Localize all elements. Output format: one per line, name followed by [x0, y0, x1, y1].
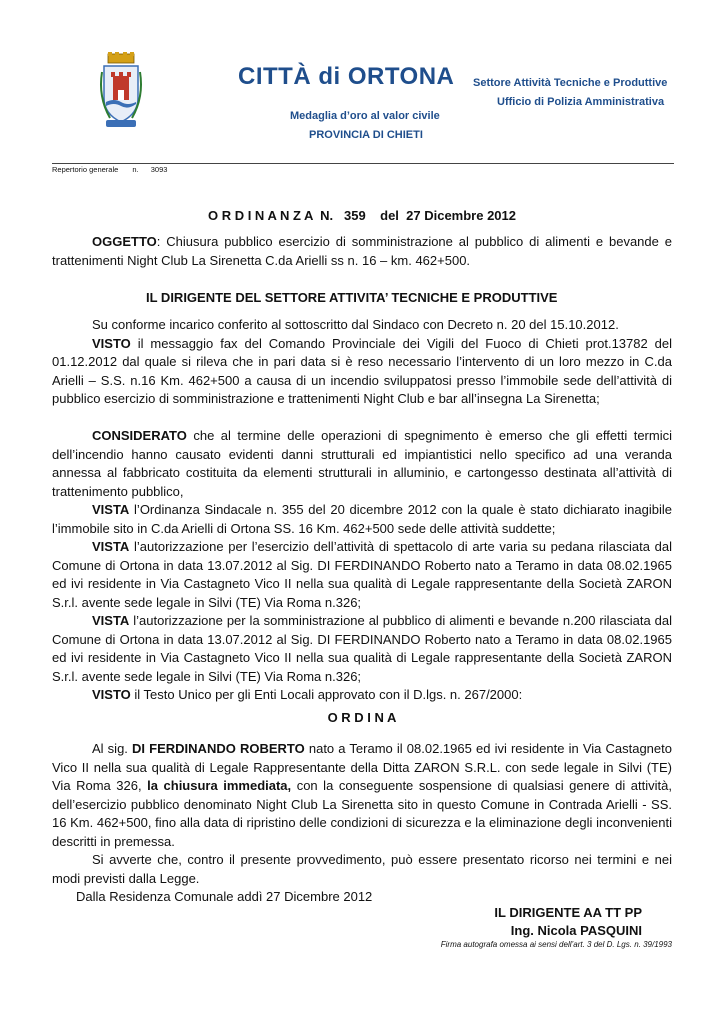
- vista-text: l’Ordinanza Sindacale n. 355 del 20 dicembre 2012 con la quale è stato dichiarato inagibile l’immobile sito in C.da Arielli di Ortona SS. 16 Km. 462+500 sede delle attività suddette;: [52, 502, 672, 536]
- vista-somministrazione-paragraph: [52, 612, 672, 686]
- dispositivo-paragraph: [52, 740, 672, 851]
- dispositivo-text-2: con la conseguente sospensione di qualsiasi genere di attività, dell’esercizio pubblico denominato Night Club La Sirenetta sito in questo Comune in Contrada Arielli - SS. 16 Km. 462+500, fino alla data di ripristino delle condizioni di sicurezza e la eliminazione degli inconvenienti descritti in premessa.: [52, 778, 672, 849]
- signature-block: [441, 905, 672, 949]
- dalla-residenza: Dalla Residenza Comunale addì 27 Dicembre 2012: [76, 889, 373, 904]
- visto-fax-paragraph: [52, 335, 672, 409]
- ufficio-label: Ufficio di Polizia Amministrativa: [497, 96, 665, 108]
- spacer: [52, 409, 672, 428]
- considerato-label: CONSIDERATO: [92, 428, 187, 443]
- visto-text: il Testo Unico per gli Enti Locali approvato con il D.lgs. n. 267/2000:: [130, 687, 523, 702]
- visto-label: VISTO: [92, 687, 131, 702]
- ordinanza-title: O R D I N A N Z A N. 359 del 27 Dicembre 2012: [207, 208, 516, 223]
- header-divider: [52, 163, 674, 164]
- dispositivo-text-1: nato a Teramo il 08.02.1965 ed ivi residente in Via Castagneto Vico II nella sua qualità di Legale Rappresentante della Ditta ZARON S.R.L. con sede legale in Silvi (TE) Via Roma 326,: [52, 741, 672, 793]
- chiusura-immediata: la chiusura immediata,: [147, 778, 292, 793]
- incarico-paragraph: Su conforme incarico conferito al sottoscritto dal Sindaco con Decreto n. 20 del 15.10.2012.: [92, 317, 619, 332]
- repertorio-generale: [52, 165, 167, 174]
- subtitle-provincia: PROVINCIA DI CHIETI: [309, 129, 423, 141]
- visto-text: il messaggio fax del Comando Provinciale dei Vigili del Fuoco di Chieti prot.13782 del 01.12.2012 dal quale si rileva che in pari data si è reso necessario l’intervento di un loro mezzo in C.da Arielli – S.S. n.16 Km. 462+500 a causa di un incendio sviluppatosi presso l’immobile sede dell’attività di pubblico esercizio di somministrazione e trattenimenti Night Club e bar all’insegna La Sirenetta;: [52, 335, 672, 406]
- oggetto-label: OGGETTO: [92, 234, 157, 249]
- visto-label: VISTO: [92, 335, 131, 351]
- firma-nome: Ing. Nicola PASQUINI: [510, 923, 642, 938]
- city-title: CITTÀ di ORTONA: [238, 63, 455, 90]
- premesse-block: [52, 316, 672, 705]
- visto-testo-unico-paragraph: [52, 686, 672, 705]
- oggetto-text: : Chiusura pubblico esercizio di somministrazione al pubblico di alimenti e bevande e trattenimenti Night Club La Sirenetta C.da Arielli ss n. 16 – km. 462+500.: [52, 234, 672, 268]
- vista-ordinanza-paragraph: [52, 501, 672, 538]
- firma-nota: Firma autografa omessa ai sensi dell’art. 3 del D. Lgs. n. 39/1993: [440, 940, 672, 949]
- ordina-heading: O R D I N A: [327, 710, 397, 725]
- vista-label: VISTA: [92, 502, 130, 517]
- al-sig: Al sig.: [92, 741, 133, 756]
- dispositivo-block: [52, 740, 672, 907]
- avverte-paragraph: Si avverte che, contro il presente provvedimento, può essere presentato ricorso nei termini e nei modi previsti dalla Legge.: [52, 852, 672, 886]
- vista-label: VISTA: [92, 613, 130, 628]
- considerato-text: che al termine delle operazioni di spegnimento è emerso che gli effetti termici dell’incendio hanno causato evidenti danni strutturali ed impiantistici nello specifico ad una veranda annessa al fabbricato costituita da elementi strutturali in alluminio, e cartongesso destinata all’attività di trattenimento pubblico,: [52, 428, 672, 499]
- vista-spettacolo-paragraph: [52, 538, 672, 612]
- vista-label: VISTA: [92, 539, 130, 554]
- repertorio-n: n.: [132, 165, 139, 174]
- subtitle-medaglia: Medaglia d’oro al valor civile: [290, 110, 440, 122]
- oggetto-paragraph: [52, 233, 672, 270]
- coat-of-arms-icon: [96, 52, 146, 132]
- vista-text: l’autorizzazione per la somministrazione al pubblico di alimenti e bevande n.200 rilasciata dal Comune di Ortona in data 13.07.2012 al Sig. DI FERDINANDO Roberto nato a Teramo in data 08.02.1965 ed ivi residente in Via Castagneto Vico II nella sua qualità di Legale rappresentante della Società ZARON S.r.l. avente sede legale in Silvi (TE) Via Roma n.326;: [52, 613, 672, 684]
- vista-text: l’autorizzazione per l’esercizio dell’attività di spettacolo di arte varia su pedana rilasciata dal Comune di Ortona in data 13.07.2012 al Sig. DI FERDINANDO Roberto nato a Teramo in data 08.02.1965 ed ivi residente in Via Castagneto Vico II nella sua qualità di Legale rappresentante della Società ZARON S.r.l. avente sede legale in Silvi (TE) Via Roma n.326;: [52, 539, 672, 610]
- destinatario-nome: DI FERDINANDO ROBERTO: [132, 741, 305, 756]
- considerato-paragraph: [52, 427, 672, 501]
- settore-label: Settore Attività Tecniche e Produttive: [473, 77, 668, 89]
- repertorio-label: Repertorio generale: [52, 165, 119, 174]
- repertorio-number: 3093: [150, 165, 168, 174]
- dirigente-heading: IL DIRIGENTE DEL SETTORE ATTIVITA’ TECNICHE E PRODUTTIVE: [146, 290, 558, 305]
- firma-ruolo: IL DIRIGENTE AA TT PP: [494, 905, 642, 920]
